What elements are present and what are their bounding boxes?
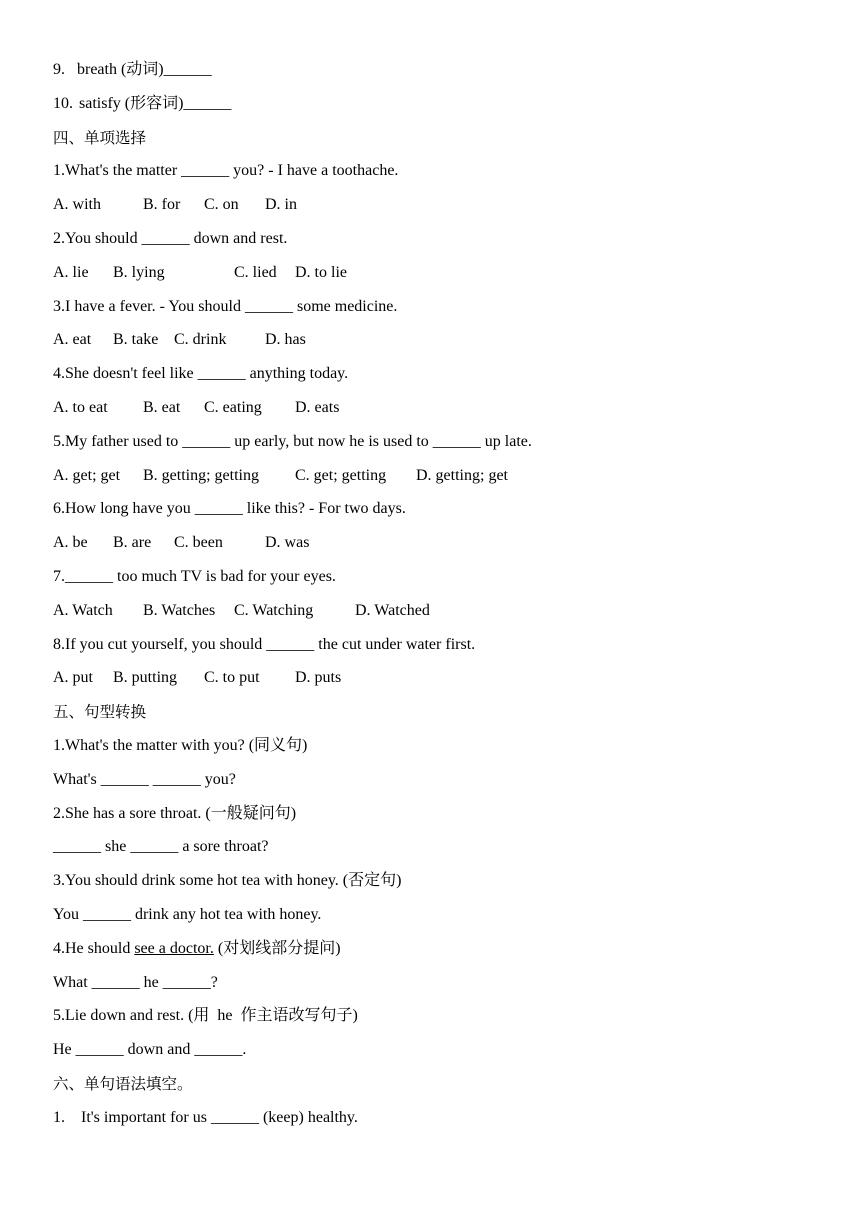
transform-answer: He ______ down and ______. — [53, 1041, 247, 1059]
option-d: D. puts — [295, 669, 342, 687]
transform-question: 1.What's the matter with you? (同义句) — [53, 736, 308, 754]
option-b: B. Watches — [143, 601, 216, 619]
word-form-item — [53, 57, 833, 91]
option-b: B. lying — [113, 263, 165, 281]
option-d: D. getting; get — [416, 466, 508, 484]
mc-question: 6.How long have you ______ like this? - For two days. — [53, 500, 406, 518]
option-b: B. are — [113, 534, 152, 552]
option-d: D. to lie — [295, 263, 347, 281]
mc-options — [53, 530, 833, 564]
option-b: B. eat — [143, 398, 181, 416]
option-c: C. eating — [204, 398, 262, 416]
mc-options — [53, 463, 833, 497]
mc-question: 1.What's the matter ______ you? - I have a toothache. — [53, 162, 399, 180]
transform-answer: What's ______ ______ you? — [53, 770, 236, 788]
mc-options — [53, 260, 833, 294]
question-instruction: (对划线部分提问) — [213, 939, 341, 957]
underlined-phrase: see a doctor. — [134, 939, 214, 957]
option-c: C. Watching — [234, 601, 314, 619]
transform-question — [53, 936, 833, 970]
option-d: D. was — [265, 534, 310, 552]
option-a: A. get; get — [53, 466, 121, 484]
mc-question: 2.You should ______ down and rest. — [53, 229, 288, 247]
mc-question: 4.She doesn't feel like ______ anything today. — [53, 365, 349, 383]
option-c: C. lied — [234, 263, 277, 281]
item-text: It's important for us ______ (keep) healthy. — [81, 1108, 358, 1126]
transform-answer: ______ she ______ a sore throat? — [53, 838, 269, 856]
section-heading-sentence-transformation: 五、句型转换 — [53, 703, 147, 722]
transform-question: 2.She has a sore throat. (一般疑问句) — [53, 804, 297, 822]
option-d: D. Watched — [355, 601, 430, 619]
transform-answer: What ______ he ______? — [53, 973, 218, 991]
grammar-fill-item — [53, 1105, 833, 1139]
mc-options — [53, 665, 833, 699]
option-b: B. for — [143, 196, 181, 214]
word-form-item — [53, 91, 833, 125]
option-c: C. get; getting — [295, 466, 387, 484]
option-a: A. put — [53, 669, 93, 687]
option-a: A. eat — [53, 331, 92, 349]
section-heading-grammar-fill: 六、单句语法填空。 — [53, 1074, 193, 1093]
section-heading-multiple-choice: 四、单项选择 — [53, 128, 147, 147]
option-a: A. lie — [53, 263, 89, 281]
worksheet-page — [53, 57, 833, 1139]
option-c: C. to put — [204, 669, 260, 687]
mc-options — [53, 192, 833, 226]
mc-options — [53, 395, 833, 429]
mc-question: 8.If you cut yourself, you should ______ the cut under water first. — [53, 635, 476, 653]
option-c: C. on — [204, 196, 239, 214]
option-b: B. take — [113, 331, 159, 349]
option-a: A. Watch — [53, 601, 113, 619]
transform-question: 5.Lie down and rest. (用 he 作主语改写句子) — [53, 1007, 358, 1025]
option-b: B. putting — [113, 669, 178, 687]
option-b: B. getting; getting — [143, 466, 259, 484]
mc-question: 3.I have a fever. - You should ______ some medicine. — [53, 297, 398, 315]
option-d: D. in — [265, 196, 297, 214]
item-number: 10. — [53, 94, 73, 112]
option-a: A. to eat — [53, 398, 108, 416]
question-text: 4.He should — [53, 939, 135, 957]
option-a: A. be — [53, 534, 88, 552]
transform-question: 3.You should drink some hot tea with honey. (否定句) — [53, 872, 402, 890]
mc-options — [53, 327, 833, 361]
option-a: A. with — [53, 196, 101, 214]
mc-question: 7.______ too much TV is bad for your eyes. — [53, 567, 336, 585]
item-text: satisfy (形容词)______ — [79, 94, 232, 112]
option-d: D. eats — [295, 398, 340, 416]
option-d: D. has — [265, 331, 306, 349]
item-text: breath (动词)______ — [77, 61, 212, 78]
option-c: C. been — [174, 534, 223, 552]
item-number: 9. — [53, 61, 65, 78]
option-c: C. drink — [174, 331, 227, 349]
mc-question: 5.My father used to ______ up early, but now he is used to ______ up late. — [53, 432, 532, 450]
item-number: 1. — [53, 1108, 65, 1126]
transform-answer: You ______ drink any hot tea with honey. — [53, 905, 322, 923]
mc-options — [53, 598, 833, 632]
